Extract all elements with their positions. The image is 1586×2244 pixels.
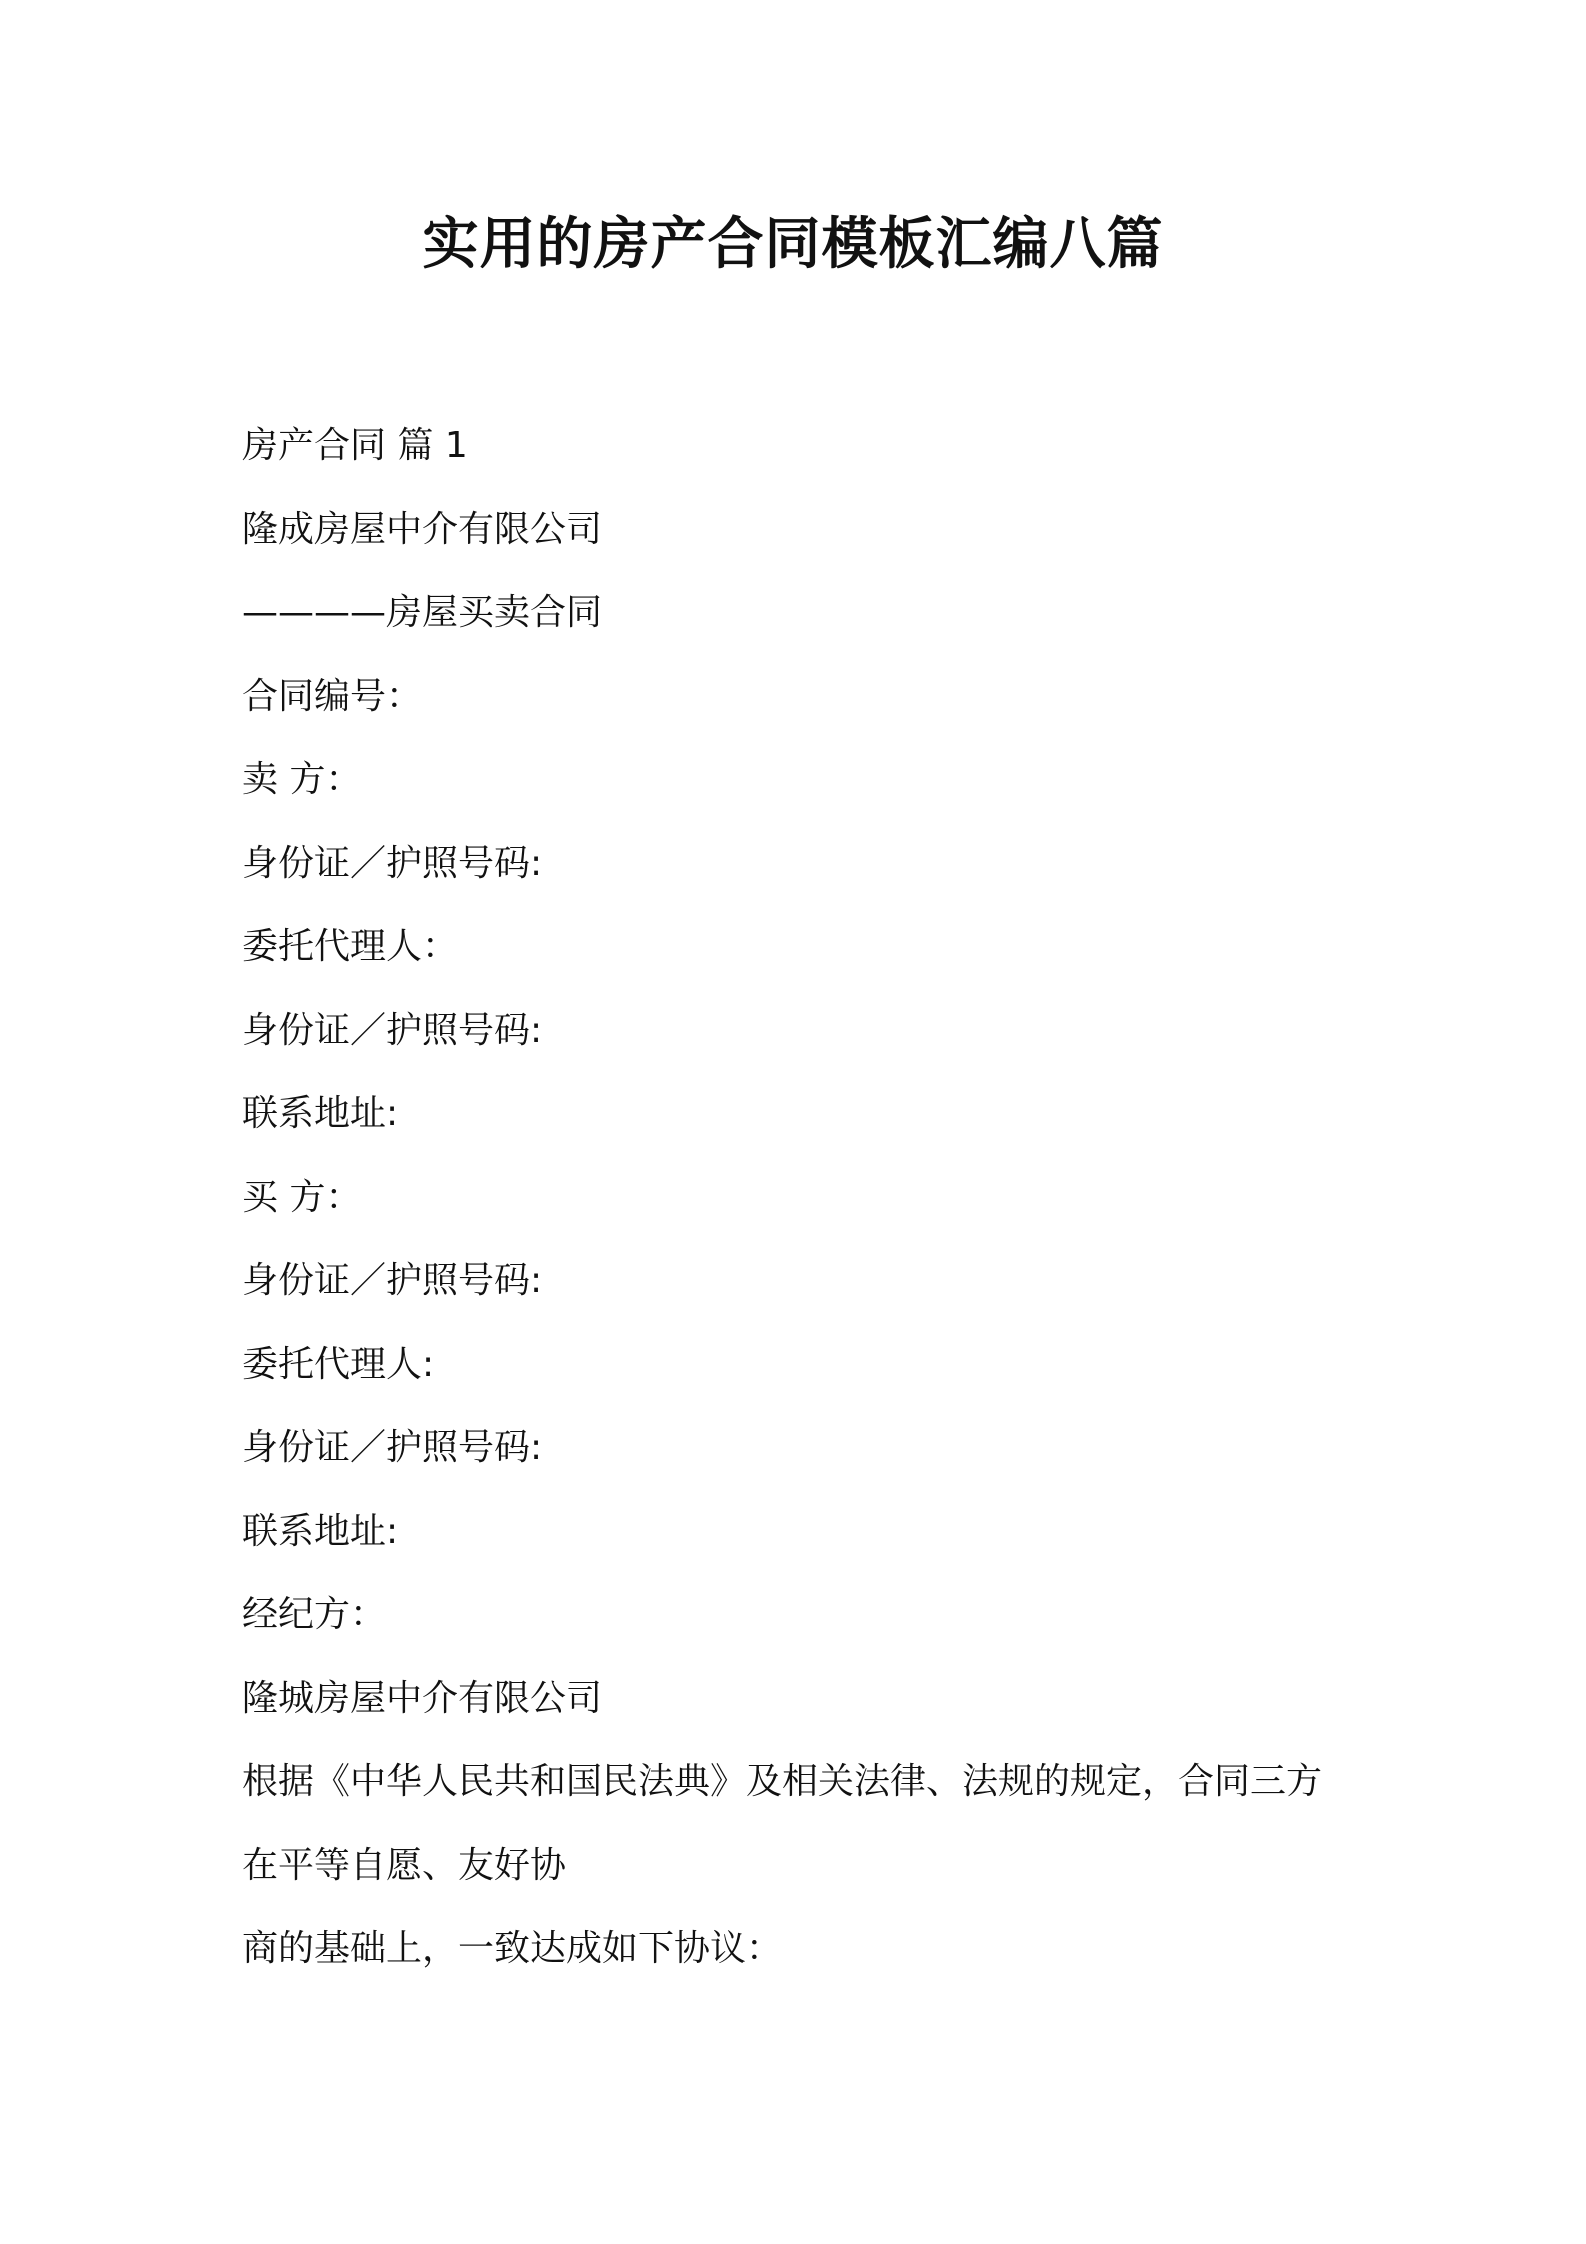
seller-agent-label: 委托代理人： xyxy=(242,926,459,967)
contract-number-label: 合同编号： xyxy=(242,675,423,717)
buyer-label: 买 方： xyxy=(242,1176,362,1218)
preamble-line-2: 在平等自愿、友好协 xyxy=(242,1844,567,1886)
buyer-address-label: 联系地址: xyxy=(242,1510,399,1552)
broker-company-name: 隆城房屋中介有限公司 xyxy=(242,1677,603,1719)
buyer-agent-id-label: 身份证／护照号码: xyxy=(242,1427,543,1468)
seller-address-label: 联系地址: xyxy=(242,1093,399,1134)
contract-subtitle: ————房屋买卖合同 xyxy=(242,592,603,633)
document-body xyxy=(242,404,1362,1991)
preamble-line-3: 商的基础上，一致达成如下协议： xyxy=(242,1928,783,1969)
buyer-agent-label: 委托代理人: xyxy=(242,1343,435,1385)
document-title: 实用的房产合同模板汇编八篇 xyxy=(422,212,1164,277)
buyer-id-label: 身份证／护照号码: xyxy=(242,1260,543,1301)
seller-id-label: 身份证／护照号码: xyxy=(242,842,543,884)
broker-label: 经纪方： xyxy=(242,1594,387,1635)
preamble-line-1: 根据《中华人民共和国民法典》及相关法律、法规的规定，合同三方 xyxy=(242,1761,1323,1802)
seller-agent-id-label: 身份证／护照号码: xyxy=(242,1009,543,1051)
company-name: 隆成房屋中介有限公司 xyxy=(242,508,603,550)
section-heading: 房产合同 篇 1 xyxy=(242,425,468,466)
seller-label: 卖 方： xyxy=(242,759,362,800)
